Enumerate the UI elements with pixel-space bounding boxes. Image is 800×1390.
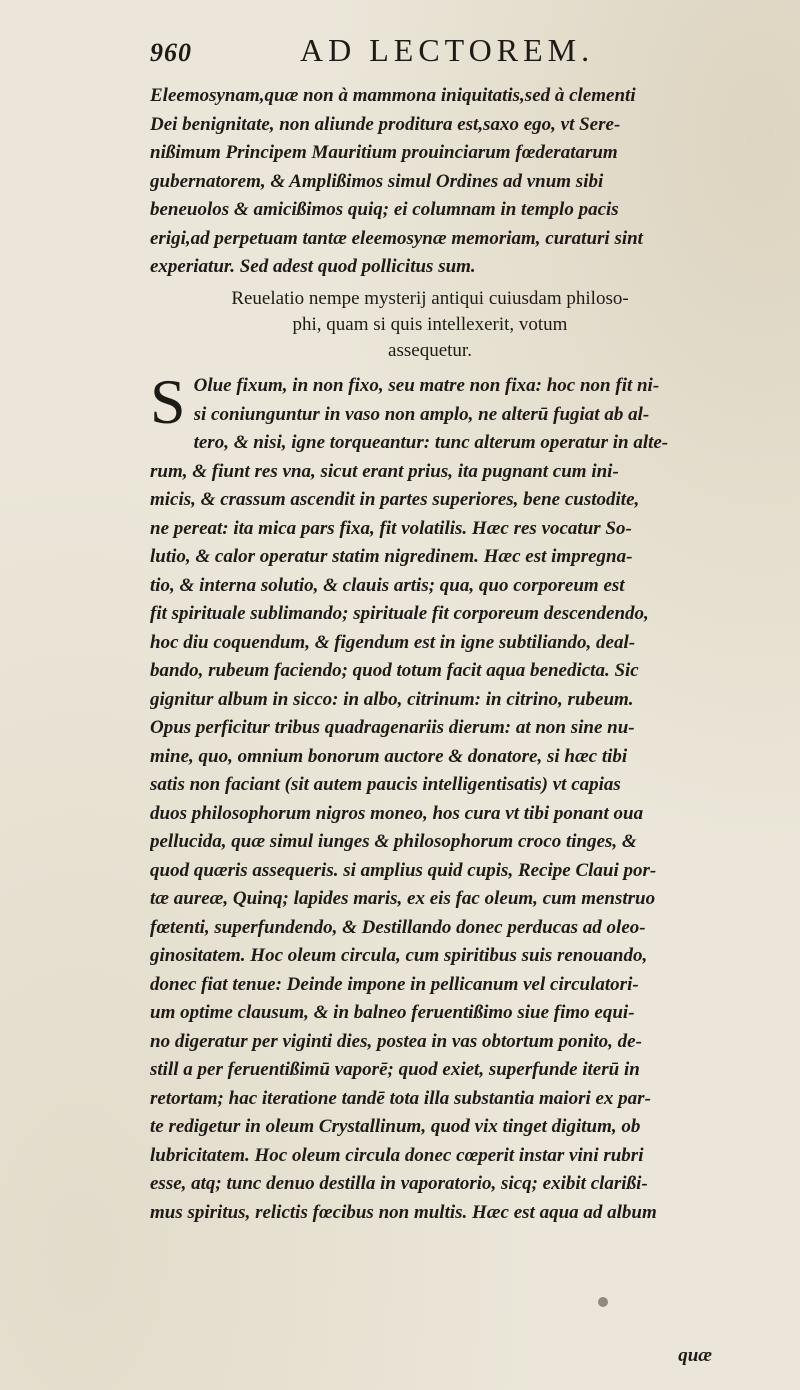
text-line: erigi,ad perpetuam tantæ eleemosynæ memoriam, curaturi sint: [150, 227, 643, 249]
text-line: retortam; hac iteratione tandē tota illa substantia maiori ex par-: [150, 1087, 651, 1109]
drop-cap: S: [150, 366, 186, 437]
running-head: AD LECTOREM.: [300, 32, 595, 68]
text-line: fœtenti, superfundendo, & Destillando donec perducas ad oleo-: [150, 916, 646, 938]
text-line: ginositatem. Hoc oleum circula, cum spiritibus suis renouando,: [150, 945, 648, 966]
text-line: rum, & fiunt res vna, sicut erant prius, ita pugnant cum ini-: [150, 460, 619, 482]
text-line: mine, quo, omnium bonorum auctore & donatore, si hæc tibi: [150, 745, 628, 767]
text-line: Eleemosynam,quæ non à mammona iniquitatis,sed à clementi: [150, 85, 636, 106]
opening-paragraph: [150, 82, 710, 282]
text-line: no digeratur per viginti dies, postea in vas obtortum ponito, de-: [150, 1030, 642, 1052]
revelation-intro: [150, 286, 710, 364]
text-line: bando, rubeum faciendo; quod totum facit aqua benedicta. Sic: [150, 660, 639, 681]
text-line: um optime clausum, & in balneo feruentißimo siue fimo equi-: [150, 1002, 635, 1023]
ink-stain: [598, 1297, 608, 1307]
text-line: gignitur album in sicco: in albo, citrinum: in citrino, rubeum.: [150, 688, 634, 710]
revelation-text: [150, 366, 710, 1227]
text-line: tio, & interna solutio, & clauis artis; qua, quo corporeum est: [150, 574, 625, 596]
text-line: assequetur.: [388, 340, 472, 361]
text-line: esse, atq; tunc denuo destilla in vaporatorio, sicq; exibit clarißi-: [150, 1173, 648, 1194]
text-line: hoc diu coquendum, & figendum est in igne subtiliando, deal-: [150, 631, 636, 653]
text-line: ne pereat: ita mica pars fixa, fit volatilis. Hæc res vocatur So-: [150, 517, 632, 539]
text-line: fit spirituale sublimando; spirituale fit corporeum descendendo,: [150, 603, 649, 624]
text-line: experiatur. Sed adest quod pollicitus sum.: [150, 256, 476, 277]
text-line: satis non faciant (sit autem paucis intelligentisatis) vt capias: [150, 774, 621, 795]
text-line: pellucida, quæ simul iunges & philosophorum croco tinges, &: [150, 831, 637, 852]
text-line: micis, & crassum ascendit in partes superiores, bene custodite,: [150, 489, 640, 510]
text-line: Opus perficitur tribus quadragenariis dierum: at non sine nu-: [150, 717, 635, 738]
text-line: Reuelatio nempe mysterij antiqui cuiusdam philoso-: [231, 288, 629, 309]
text-line: duos philosophorum nigros moneo, hos cura vt tibi ponant oua: [150, 802, 644, 824]
text-line: mus spiritus, relictis fœcibus non multis. Hæc est aqua ad album: [150, 1201, 657, 1223]
text-line: nißimum Principem Mauritium prouinciarum fœderatarum: [150, 142, 618, 163]
text-line: tero, & nisi, igne torqueantur: tunc alterum operatur in alte-: [193, 432, 669, 453]
text-line: quod quæris assequeris. si amplius quid cupis, Recipe Claui por-: [150, 859, 657, 881]
text-line: tæ aureæ, Quinq; lapides maris, ex eis fac oleum, cum menstruo: [150, 888, 656, 909]
text-line: gubernatorem, & Amplißimos simul Ordines ad vnum sibi: [150, 170, 604, 192]
page-number: 960: [150, 38, 192, 67]
text-line: Dei benignitate, non aliunde proditura est,saxo ego, vt Sere-: [150, 113, 621, 135]
text-line: donec fiat tenue: Deinde impone in pellicanum vel circulatori-: [150, 973, 639, 995]
page-header: [150, 32, 710, 72]
text-line: te redigetur in oleum Crystallinum, quod vix tinget digitum, ob: [150, 1116, 641, 1137]
text-line: Olue fixum, in non fixo, seu matre non fixa: hoc non fit ni-: [193, 375, 660, 396]
text-line: lutio, & calor operatur statim nigredinem. Hæc est impregna-: [150, 546, 633, 567]
text-line: lubricitatem. Hoc oleum circula donec cœperit instar vini rubri: [150, 1144, 644, 1166]
text-line: phi, quam si quis intellexerit, votum: [292, 314, 568, 335]
text-line: si coniunguntur in vaso non amplo, ne alterū fugiat ab al-: [193, 403, 650, 425]
text-line: beneuolos & amicißimos quiq; ei columnam in templo pacis: [150, 199, 619, 220]
catchword: quæ: [678, 1345, 712, 1366]
text-line: still a per feruentißimū vaporē; quod exiet, superfunde iterū in: [150, 1059, 640, 1080]
